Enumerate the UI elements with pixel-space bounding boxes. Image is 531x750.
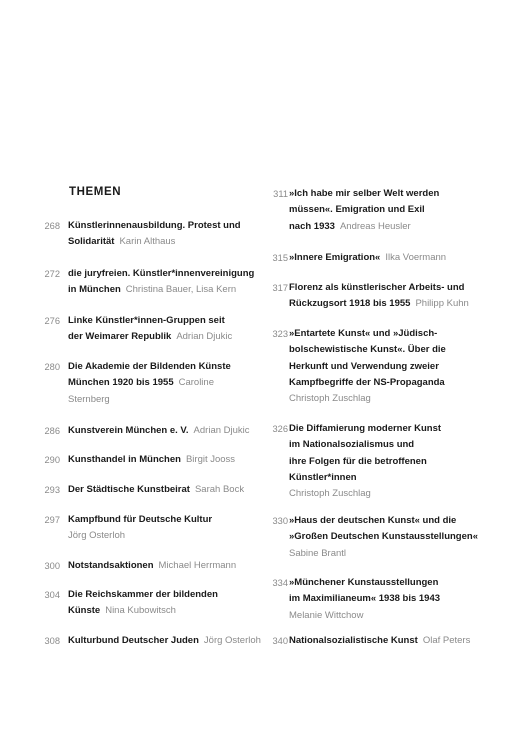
entry-author: Nina Kubowitsch	[105, 605, 176, 617]
entry-author: Jörg Osterloh	[203, 635, 261, 646]
entry-author: Jörg Osterloh	[68, 530, 126, 542]
toc-entry-text	[289, 186, 439, 235]
page-number: 340	[272, 636, 288, 646]
entry-author: Sarah Bock	[194, 484, 245, 495]
page-number: 293	[44, 485, 60, 495]
entry-author: Olaf Peters	[422, 635, 471, 646]
entry-title-line: bolschewistische Kunst«. Über die	[289, 344, 446, 356]
entry-title-line: Künstler*innen	[289, 471, 357, 483]
entry-author: Andreas Heusler	[339, 220, 411, 232]
entry-author-continued: Sternberg	[68, 393, 110, 405]
entry-title-line: Rückzugsort 1918 bis 1955	[289, 298, 411, 310]
entry-title-line: Die Reichskammer der bildenden	[68, 589, 218, 600]
entry-title-line: Linke Künstler*innen-Gruppen seit	[68, 315, 225, 326]
entry-title-line: Künste	[68, 605, 101, 617]
toc-entry-text	[289, 280, 469, 313]
entry-title-line: im Nationalsozialismus und	[289, 439, 415, 451]
toc-entry-text	[68, 313, 232, 346]
entry-title-line: »Entartete Kunst« und »Jüdisch-	[289, 328, 438, 339]
entry-title-line: Notstandsaktionen	[68, 560, 154, 571]
toc-entry-text	[289, 633, 470, 649]
toc-entry-text	[68, 218, 241, 251]
toc-entry-text	[68, 633, 261, 649]
entry-author: Karin Althaus	[119, 236, 176, 248]
entry-title-line: Kampfbund für Deutsche Kultur	[68, 514, 213, 525]
toc-entry-text	[68, 482, 244, 498]
entry-title-line: Herkunft und Verwendung zweier	[289, 360, 439, 372]
entry-author: Philipp Kuhn	[415, 298, 469, 310]
toc-entry-text	[68, 423, 250, 439]
page-number: 317	[272, 283, 288, 293]
page-number: 334	[272, 578, 288, 588]
entry-author: Ilka Voermann	[385, 252, 447, 263]
entry-title-line: Kulturbund Deutscher Juden	[68, 635, 199, 646]
entry-author: Michael Herrmann	[158, 560, 237, 571]
entry-title-line: im Maximilianeum« 1938 bis 1943	[289, 593, 441, 605]
page-number: 300	[44, 561, 60, 571]
entry-title-line: »Haus der deutschen Kunst« und die	[289, 515, 457, 526]
page-number: 272	[44, 269, 60, 279]
page-number: 290	[44, 455, 60, 465]
toc-entry-text	[68, 512, 212, 545]
entry-title-line: Kunstverein München e. V.	[68, 425, 189, 436]
entry-title-line: Florenz als künstlerischer Arbeits- und	[289, 282, 465, 293]
page-number: 286	[44, 426, 60, 436]
entry-title-line: »Ich habe mir selber Welt werden	[289, 188, 440, 199]
entry-title-line: München 1920 bis 1955	[68, 377, 174, 389]
toc-entry-text	[289, 250, 446, 266]
toc-entry-text	[289, 513, 478, 562]
toc-entry-text	[68, 452, 235, 468]
page-number: 297	[44, 515, 60, 525]
entry-author: Sabine Brantl	[289, 547, 347, 559]
entry-title-line: »Münchener Kunstausstellungen	[289, 577, 439, 588]
section-heading: THEMEN	[69, 186, 122, 198]
page-number: 268	[44, 221, 60, 231]
entry-title-line: in München	[68, 284, 121, 296]
entry-title-line: die juryfreien. Künstler*innenvereinigung	[68, 268, 255, 279]
page-number: 308	[44, 636, 60, 646]
entry-title-line: Kunsthandel in München	[68, 454, 181, 465]
entry-title-line: Kampfbegriffe der NS-Propaganda	[289, 376, 445, 388]
entry-title-line: Die Diffamierung moderner Kunst	[289, 423, 442, 434]
page-number: 323	[272, 329, 288, 339]
page-number: 276	[44, 316, 60, 326]
page-number: 326	[272, 424, 288, 434]
toc-entry-text	[68, 359, 231, 408]
toc-entry-text	[289, 421, 441, 502]
entry-author: Adrian Djukic	[176, 331, 233, 343]
page-number: 304	[44, 590, 60, 600]
entry-author: Adrian Djukic	[193, 425, 250, 436]
entry-title-line: ihre Folgen für die betroffenen	[289, 455, 427, 467]
toc-entry-text	[68, 558, 236, 574]
entry-title-line: Künstlerinnenausbildung. Protest und	[68, 220, 241, 231]
page-number: 311	[273, 189, 288, 199]
entry-title-line: »Großen Deutschen Kunstausstellungen«	[289, 531, 478, 543]
entry-author: Christoph Zuschlag	[289, 488, 371, 500]
entry-title-line: »Innere Emigration«	[289, 252, 381, 263]
entry-title-line: Die Akademie der Bildenden Künste	[68, 361, 231, 372]
entry-title-line: Solidarität	[68, 236, 115, 248]
entry-author: Birgit Jooss	[185, 454, 236, 465]
page-number: 330	[272, 516, 288, 526]
toc-entry-text	[289, 326, 446, 407]
entry-title-line: Der Städtische Kunstbeirat	[68, 484, 190, 495]
page-number: 315	[272, 253, 288, 263]
entry-title-line: Nationalsozialistische Kunst	[289, 635, 418, 646]
toc-entry-text	[68, 587, 218, 620]
entry-author: Melanie Wittchow	[289, 609, 364, 621]
page-number: 280	[44, 362, 60, 372]
entry-title-line: der Weimarer Republik	[68, 331, 172, 343]
entry-author: Christoph Zuschlag	[289, 393, 371, 405]
toc-entry-text	[289, 575, 440, 624]
entry-title-line: nach 1933	[289, 220, 335, 232]
entry-author: Caroline	[178, 377, 214, 389]
entry-title-line: müssen«. Emigration und Exil	[289, 204, 425, 216]
entry-author: Christina Bauer, Lisa Kern	[125, 284, 237, 296]
toc-entry-text	[68, 266, 254, 299]
